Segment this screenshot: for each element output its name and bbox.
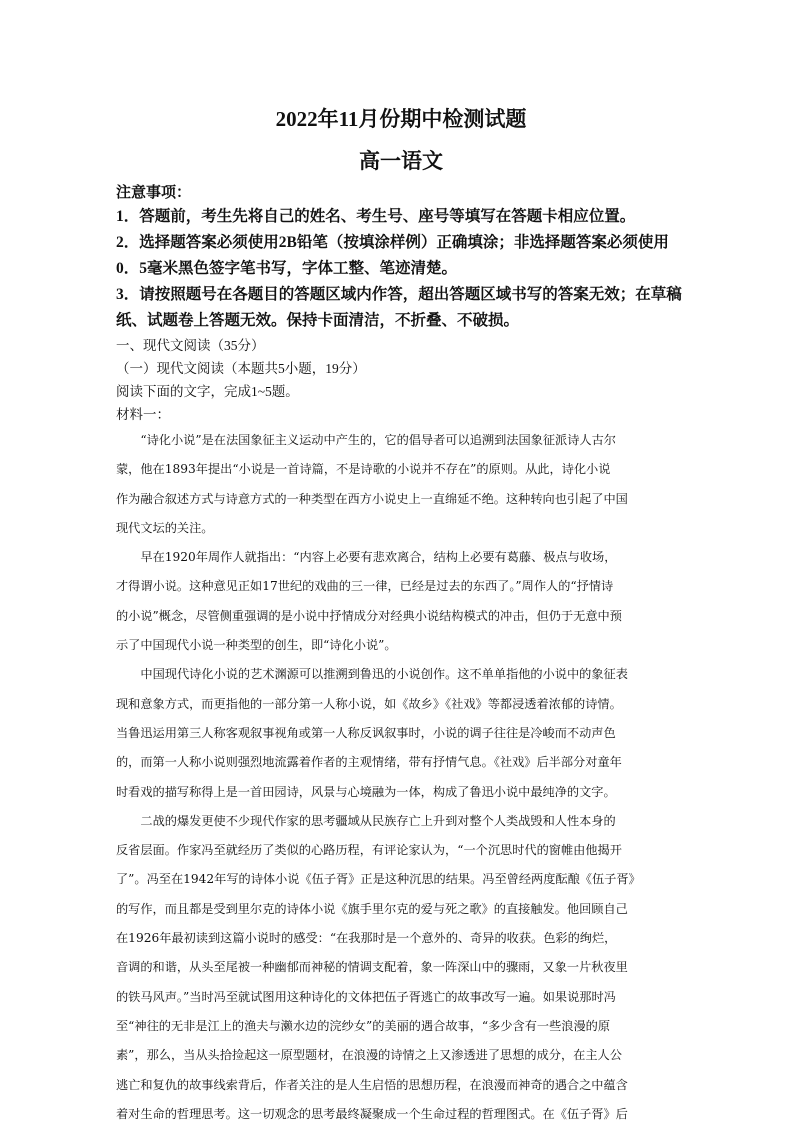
- text-line: 的铁马风声。”当时冯至就试图用这种诗化的文体把伍子胥逃亡的故事改写一遍。如果说那时冯: [116, 989, 616, 1004]
- article-paragraph: [116, 660, 686, 806]
- notice-line: 3．请按照题号在各题目的答题区域内作答，超出答题区域书写的答案无效；在草稿: [116, 286, 682, 303]
- text-line: “诗化小说”是在法国象征主义运动中产生的，它的倡导者可以追溯到法国象征派诗人古尔: [140, 433, 616, 447]
- notice-line: 2．选择题答案必须使用2B铅笔（按填涂样例）正确填涂；非选择题答案必须使用: [116, 234, 669, 251]
- text-line: 当鲁迅运用第三人称客观叙事视角或第一人称反讽叙事时，小说的调子往往是冷峻而不动声色: [116, 725, 616, 740]
- text-line: 中国现代诗化小说的艺术渊源可以推溯到鲁迅的小说创作。这不单单指他的小说中的象征表: [140, 667, 628, 682]
- text-line: 素”，那么，当从头拾捡起这一原型题材，在浪漫的诗情之上又渗透进了思想的成分，在主人公: [116, 1048, 622, 1063]
- reading-instruction: 阅读下面的文字，完成1~5题。: [116, 384, 299, 399]
- exam-title: 2022年11月份期中检测试题: [275, 107, 527, 131]
- notice-line: 0．5毫米黑色签字笔书写，字体工整、笔迹清楚。: [116, 260, 458, 277]
- article-paragraph: [116, 543, 686, 660]
- text-line: 二战的爆发更使不少现代作家的思考疆域从民族存亡上升到对整个人类战毁和人性本身的: [140, 813, 616, 828]
- text-line: 早在1920年周作人就指出：“内容上必要有悲欢离合，结构上必要有葛藤、极点与收场，: [140, 550, 617, 565]
- text-line: 才得谓小说。这种意见正如17世纪的戏曲的三一律，已经是过去的东西了。”周作人的“抒情诗: [116, 579, 614, 594]
- text-line: 在1926年最初读到这篇小说时的感受：“在我那时是一个意外的、奇异的收获。色彩的绚烂，: [116, 931, 617, 946]
- subsection-heading: （一）现代文阅读（本题共5小题，19分）: [116, 361, 366, 376]
- material-label: 材料一：: [116, 407, 170, 422]
- exam-subject: 高一语文: [359, 149, 443, 173]
- text-line: 至“神往的无非是江上的渔夫与濑水边的浣纱女”的美丽的遇合故事，“多少含有一些浪漫的原: [116, 1018, 611, 1033]
- text-line: 了”。冯至在1942年写的诗体小说《伍子胥》正是这种沉思的结果。冯至曾经两度酝酿《伍子胥》: [116, 872, 641, 887]
- text-line: 现代文坛的关注。: [116, 520, 214, 535]
- section-heading: 一、现代文阅读（35分）: [116, 338, 265, 353]
- text-line: 音调的和谐，从头至尾被一种幽郁而神秘的情调支配着，象一阵深山中的骤雨，又象一片秋夜里: [116, 960, 628, 975]
- text-line: 时看戏的描写称得上是一首田园诗，风景与心境融为一体，构成了鲁迅小说中最纯净的文字。: [116, 784, 616, 799]
- notice-line: 1．答题前，考生先将自己的姓名、考生号、座号等填写在答题卡相应位置。: [116, 208, 636, 225]
- text-line: 现和意象方式，而更指他的一部分第一人称小说，如《故乡》《社戏》等都浸透着浓郁的诗情。: [116, 696, 622, 711]
- text-line: 的，而第一人称小说则强烈地流露着作者的主观情绪，带有抒情气息。《社戏》后半部分对童年: [116, 755, 622, 770]
- article-paragraph: [116, 426, 686, 543]
- text-line: 着对生命的哲理思考。这一切观念的思考最终凝聚成一个生命过程的哲理图式。在《伍子胥》后: [116, 1106, 628, 1121]
- text-line: 反省层面。作家冯至就经历了类似的心路历程，有评论家认为，“一个沉思时代的窗帷由他揭开: [116, 843, 622, 858]
- text-line: 的小说”概念，尽管侧重强调的是小说中抒情成分对经典小说结构模式的冲击，但仍于无意中预: [116, 608, 622, 623]
- article-body: [116, 426, 686, 1129]
- text-line: 示了中国现代小说一种类型的创生，即“诗化小说”。: [116, 638, 397, 653]
- article-paragraph: [116, 807, 686, 1129]
- text-line: 作为融合叙述方式与诗意方式的一种类型在西方小说史上一直绵延不绝。这种转向也引起了中国: [116, 491, 628, 506]
- notice-heading: 注意事项：: [116, 185, 192, 201]
- text-line: 蒙，他在1893年提出“小说是一首诗篇，不是诗歌的小说并不存在”的原则。从此，诗化小说: [116, 462, 611, 477]
- text-line: 逃亡和复仇的故事线索背后，作者关注的是人生启悟的思想历程，在浪漫而神奇的遇合之中蕴含: [116, 1077, 628, 1092]
- text-line: 的写作，而且都是受到里尔克的诗体小说《旗手里尔克的爱与死之歌》的直接触发。他回顾自己: [116, 901, 628, 916]
- notice-line: 纸、试题卷上答题无效。保持卡面清洁，不折叠、不破损。: [116, 312, 520, 329]
- notice-block: [116, 182, 686, 334]
